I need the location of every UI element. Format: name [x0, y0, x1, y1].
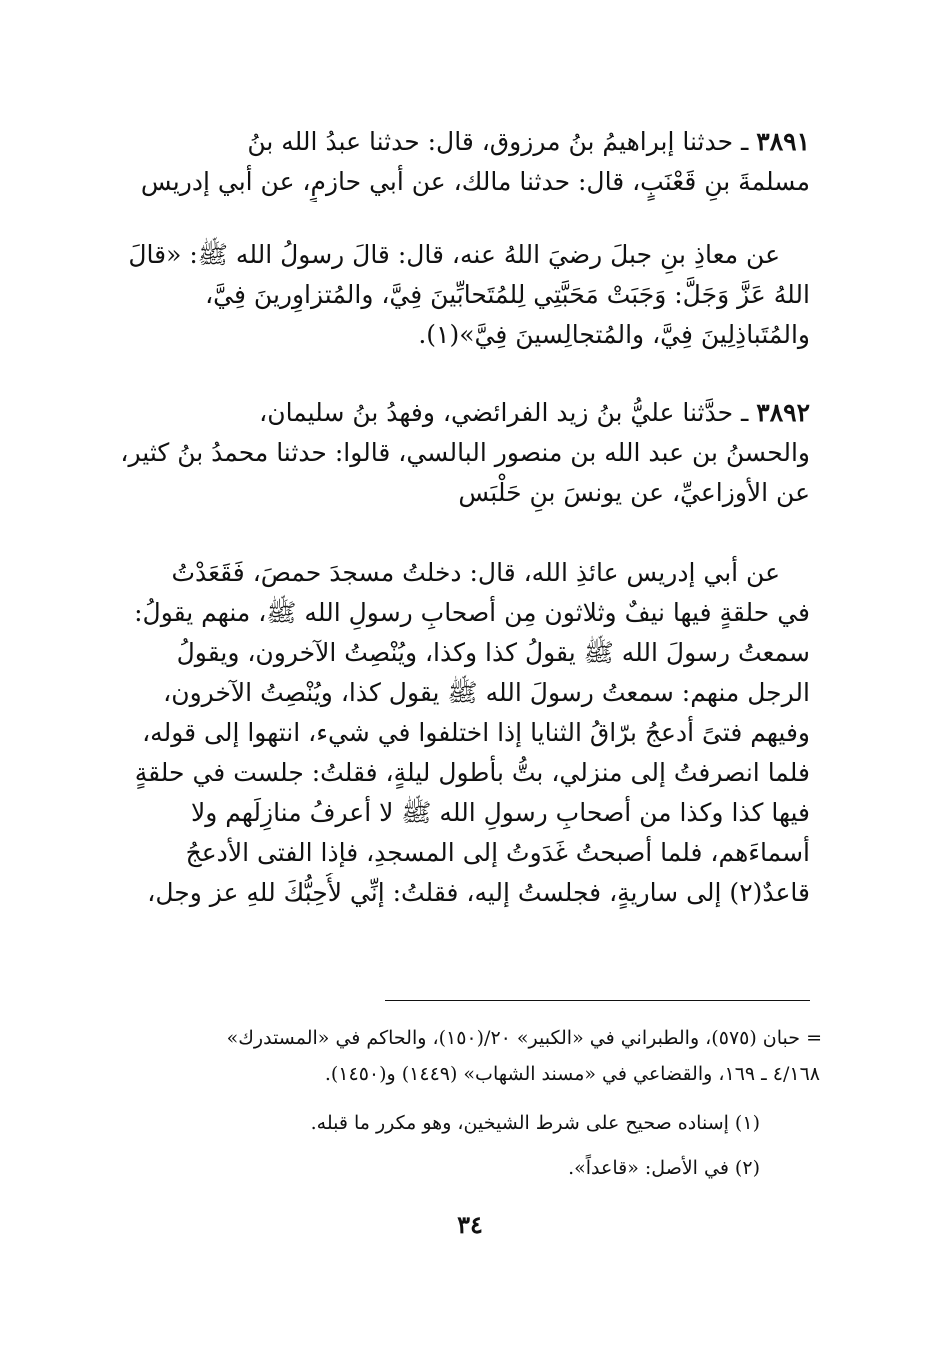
matn-line: في حلقةٍ فيها نيفٌ وثلاثون مِن أصحابِ رسولِ الله ﷺ، منهم يقولُ: [134, 598, 810, 627]
matn-line: أسماءَهم، فلما أصبحتُ غَدَوتُ إلى المسجدِ، فإذا الفتى الأدعجُ [185, 838, 810, 867]
matn-line: والمُتَباذِلِينَ فِيَّ، والمُتجالِسينَ فِيَّ»(١). [418, 320, 810, 349]
hadith-3891-isnad [100, 122, 810, 202]
footnote-1: (١) إسناده صحيح على شرط الشيخين، وهو مكرر ما قبله. [310, 1112, 760, 1134]
hadith-3891-matn [100, 235, 810, 355]
hadith-number: ٣٨٩١ [756, 127, 810, 156]
matn-line: عن معاذِ بنِ جبلَ رضيَ اللهُ عنه، قال: قالَ رسولُ الله ﷺ: «قالَ [128, 240, 780, 269]
footnote-divider [385, 1000, 810, 1001]
matn-line: سمعتُ رسولَ الله ﷺ يقولُ كذا وكذا، ويُنْصِتُ الآخرون، ويقولُ [176, 638, 810, 667]
hadith-3892-isnad [100, 393, 810, 513]
page-number: ٣٤ [457, 1210, 483, 1239]
hadith-3892-matn [100, 553, 810, 913]
footnote-2: (٢) في الأصل: «قاعداً». [568, 1157, 760, 1179]
footnote-continued-line: = حبان (٥٧٥)، والطبراني في «الكبير» ٢٠/(١٥٠)، والحاكم في «المستدرك» [226, 1027, 822, 1049]
isnad-line: عن الأوزاعيِّ، عن يونسَ بنِ حَلْبَس [458, 478, 810, 507]
matn-line: عن أبي إدريس عائذِ الله، قال: دخلتُ مسجدَ حمصَ، فَقَعَدْتُ [171, 558, 780, 587]
matn-line: الرجل منهم: سمعتُ رسولَ الله ﷺ يقول كذا، ويُنْصِتُ الآخرون، [163, 678, 810, 707]
footnote-continued-line: ٤/١٦٨ ـ ١٦٩، والقضاعي في «مسند الشهاب» (١٤٤٩) و(١٤٥٠). [324, 1063, 820, 1085]
isnad-line: مسلمةَ بنِ قَعْنَبٍ، قال: حدثنا مالك، عن أبي حازمٍ، عن أبي إدريس [140, 167, 810, 196]
matn-line: فيها كذا وكذا من أصحابِ رسولِ الله ﷺ لا أعرفُ منازِلَهم ولا [190, 798, 810, 827]
isnad-line: ٣٨٩٢ ـ حدَّثنا عليُّ بنُ زيد الفرائضي، وفهدُ بنُ سليمان، [259, 398, 810, 427]
matn-line: فلما انصرفتُ إلى منزلي، بتُّ بأطول ليلةٍ، فقلتُ: جلست في حلقةٍ [134, 758, 810, 787]
matn-line: اللهُ عَزَّ وَجَلَّ: وَجَبَتْ مَحَبَّتِي لِلمُتَحابِّينَ فِيَّ، والمُتزاوِرينَ فِيَّ، [205, 280, 810, 309]
hadith-number: ٣٨٩٢ [756, 398, 810, 427]
isnad-line: ٣٨٩١ ـ حدثنا إبراهيمُ بنُ مرزوق، قال: حدثنا عبدُ الله بنُ [247, 127, 810, 156]
matn-line: وفيهم فتىً أدعجُ برّاقُ الثنايا إذا اختلفوا في شيء، انتهوا إلى قوله، [142, 718, 810, 747]
matn-line: قاعدٌ(٢) إلى ساريةٍ، فجلستُ إليه، فقلتُ: إنِّي لأُحِبُّكَ للهِ عز وجل، [147, 878, 810, 907]
isnad-line: والحسنُ بن عبد الله بن منصور البالسي، قالوا: حدثنا محمدُ بنُ كثير، [120, 438, 810, 467]
